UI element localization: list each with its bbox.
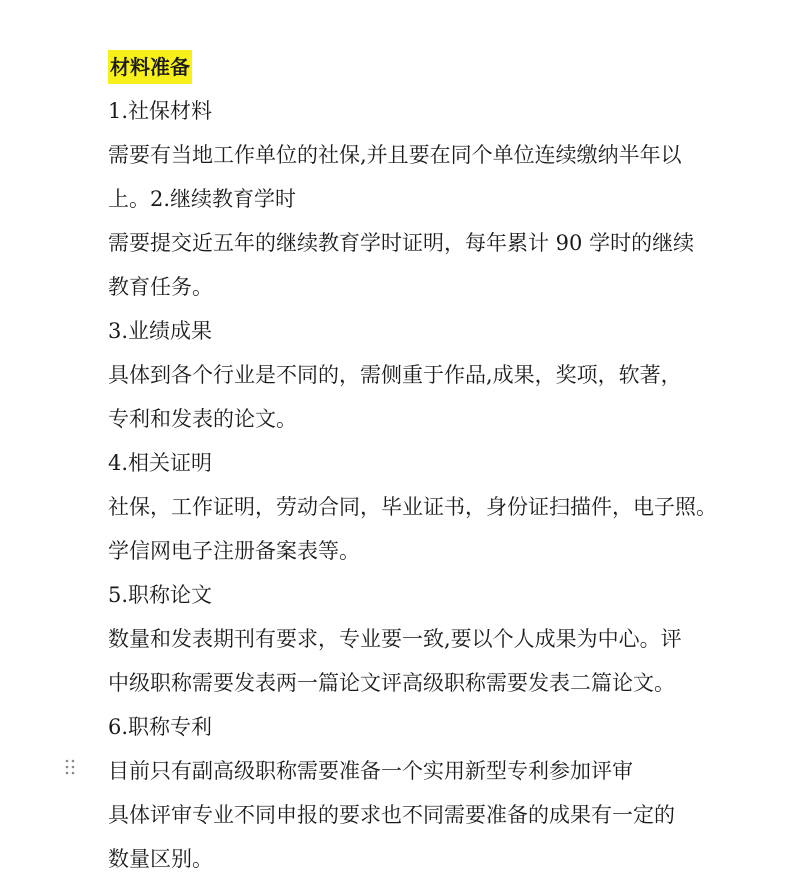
subheading-1[interactable]: 1.社保材料 (108, 99, 213, 123)
paragraph-line[interactable]: 专利和发表的论文。 (108, 407, 297, 431)
paragraph-line[interactable]: 教育任务。 (108, 275, 213, 299)
paragraph-line[interactable]: 需要提交近五年的继续教育学时证明，每年累计 90 学时的继续 (108, 231, 695, 255)
paragraph-line[interactable]: 中级职称需要发表两一篇论文评高级职称需要发表二篇论文。 (108, 671, 675, 695)
paragraph-line[interactable]: 学信网电子注册备案表等。 (108, 539, 360, 563)
paragraph-line[interactable]: 数量区别。 (108, 847, 213, 871)
subheading-4[interactable]: 4.相关证明 (108, 451, 213, 475)
paragraph-line[interactable]: 社保，工作证明，劳动合同，毕业证书，身份证扫描件，电子照。 (108, 495, 717, 519)
heading-line (108, 45, 748, 89)
subheading-3[interactable]: 3.业绩成果 (108, 319, 213, 343)
paragraph-line[interactable]: 上。2.继续教育学时 (108, 187, 297, 211)
paragraph-line[interactable]: 具体评审专业不同申报的要求也不同需要准备的成果有一定的 (108, 803, 675, 827)
document-body (108, 45, 748, 881)
subheading-5[interactable]: 5.职称论文 (108, 583, 213, 607)
subheading-6[interactable]: 6.职称专利 (108, 715, 213, 739)
paragraph-line[interactable]: 具体到各个行业是不同的，需侧重于作品,成果，奖项，软著， (108, 363, 682, 387)
paragraph-line[interactable]: 需要有当地工作单位的社保,并且要在同个单位连续缴纳半年以 (108, 143, 682, 167)
drag-handle-icon[interactable] (64, 758, 76, 776)
paragraph-line[interactable]: 数量和发表期刊有要求，专业要一致,要以个人成果为中心。评 (108, 627, 682, 651)
paragraph-line[interactable]: 目前只有副高级职称需要准备一个实用新型专利参加评审 (108, 759, 633, 783)
section-title-highlighted[interactable]: 材料准备 (108, 50, 192, 84)
